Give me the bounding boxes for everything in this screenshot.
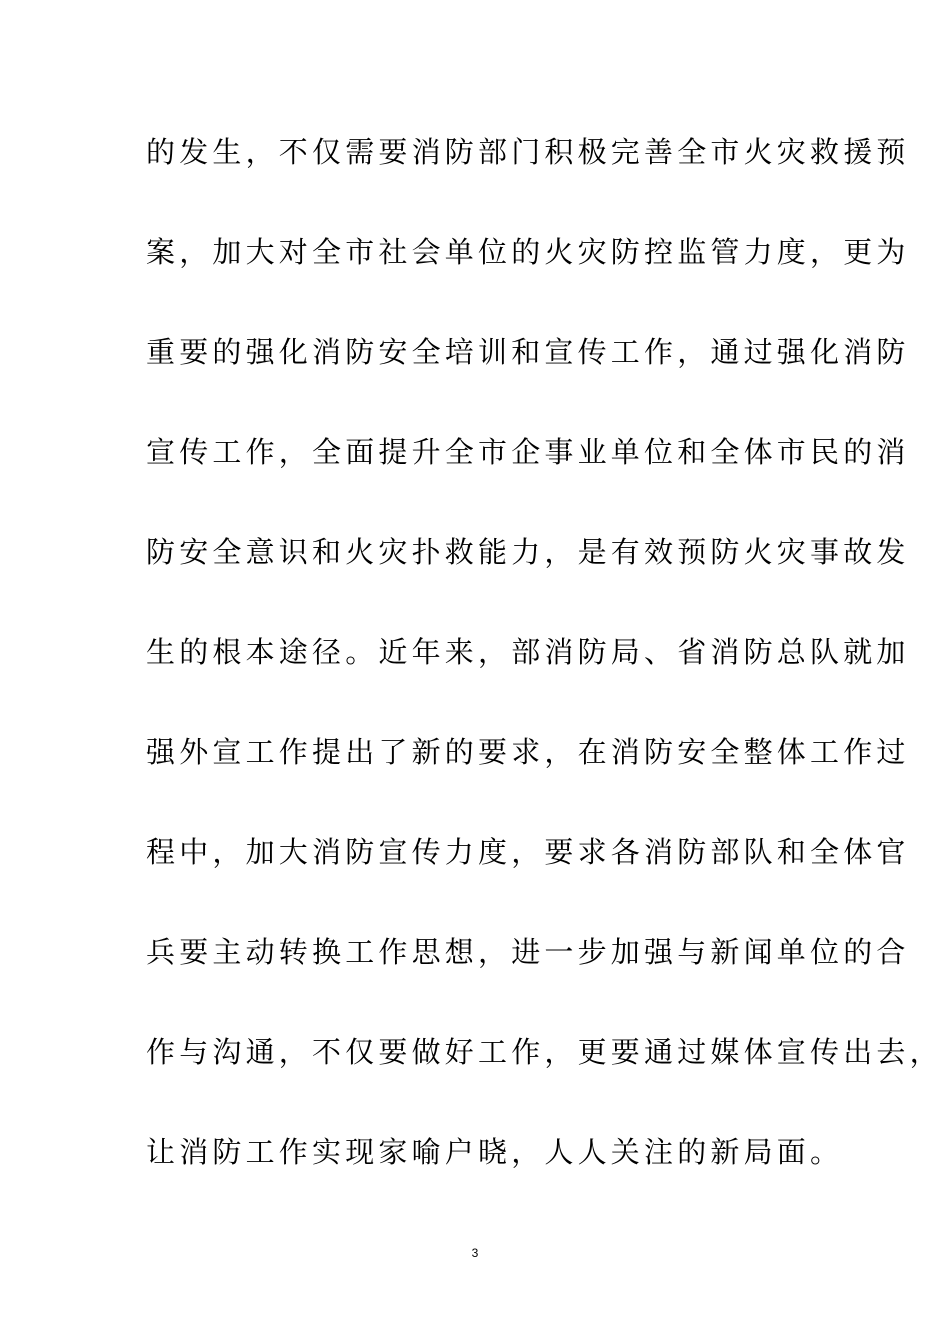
- text-line: 生的根本途径。近年来，部消防局、省消防总队就加: [146, 635, 910, 669]
- text-line: 宣传工作，全面提升全市企事业单位和全体市民的消: [146, 435, 910, 469]
- text-line: 程中，加大消防宣传力度，要求各消防部队和全体官: [146, 835, 910, 869]
- text-line: 强外宣工作提出了新的要求，在消防安全整体工作过: [146, 735, 910, 769]
- page-number: 3: [471, 1246, 479, 1260]
- text-line: 让消防工作实现家喻户晓，人人关注的新局面。: [146, 1135, 844, 1169]
- text-line: 重要的强化消防安全培训和宣传工作，通过强化消防: [146, 335, 910, 369]
- body-paragraph: [146, 126, 943, 1226]
- text-line: 作与沟通，不仅要做好工作，更要通过媒体宣传出去，: [146, 1035, 943, 1069]
- text-line: 的发生，不仅需要消防部门积极完善全市火灾救援预: [146, 135, 910, 169]
- text-line: 案，加大对全市社会单位的火灾防控监管力度，更为: [146, 235, 910, 269]
- text-line: 防安全意识和火灾扑救能力，是有效预防火灾事故发: [146, 535, 910, 569]
- text-line: 兵要主动转换工作思想，进一步加强与新闻单位的合: [146, 935, 910, 969]
